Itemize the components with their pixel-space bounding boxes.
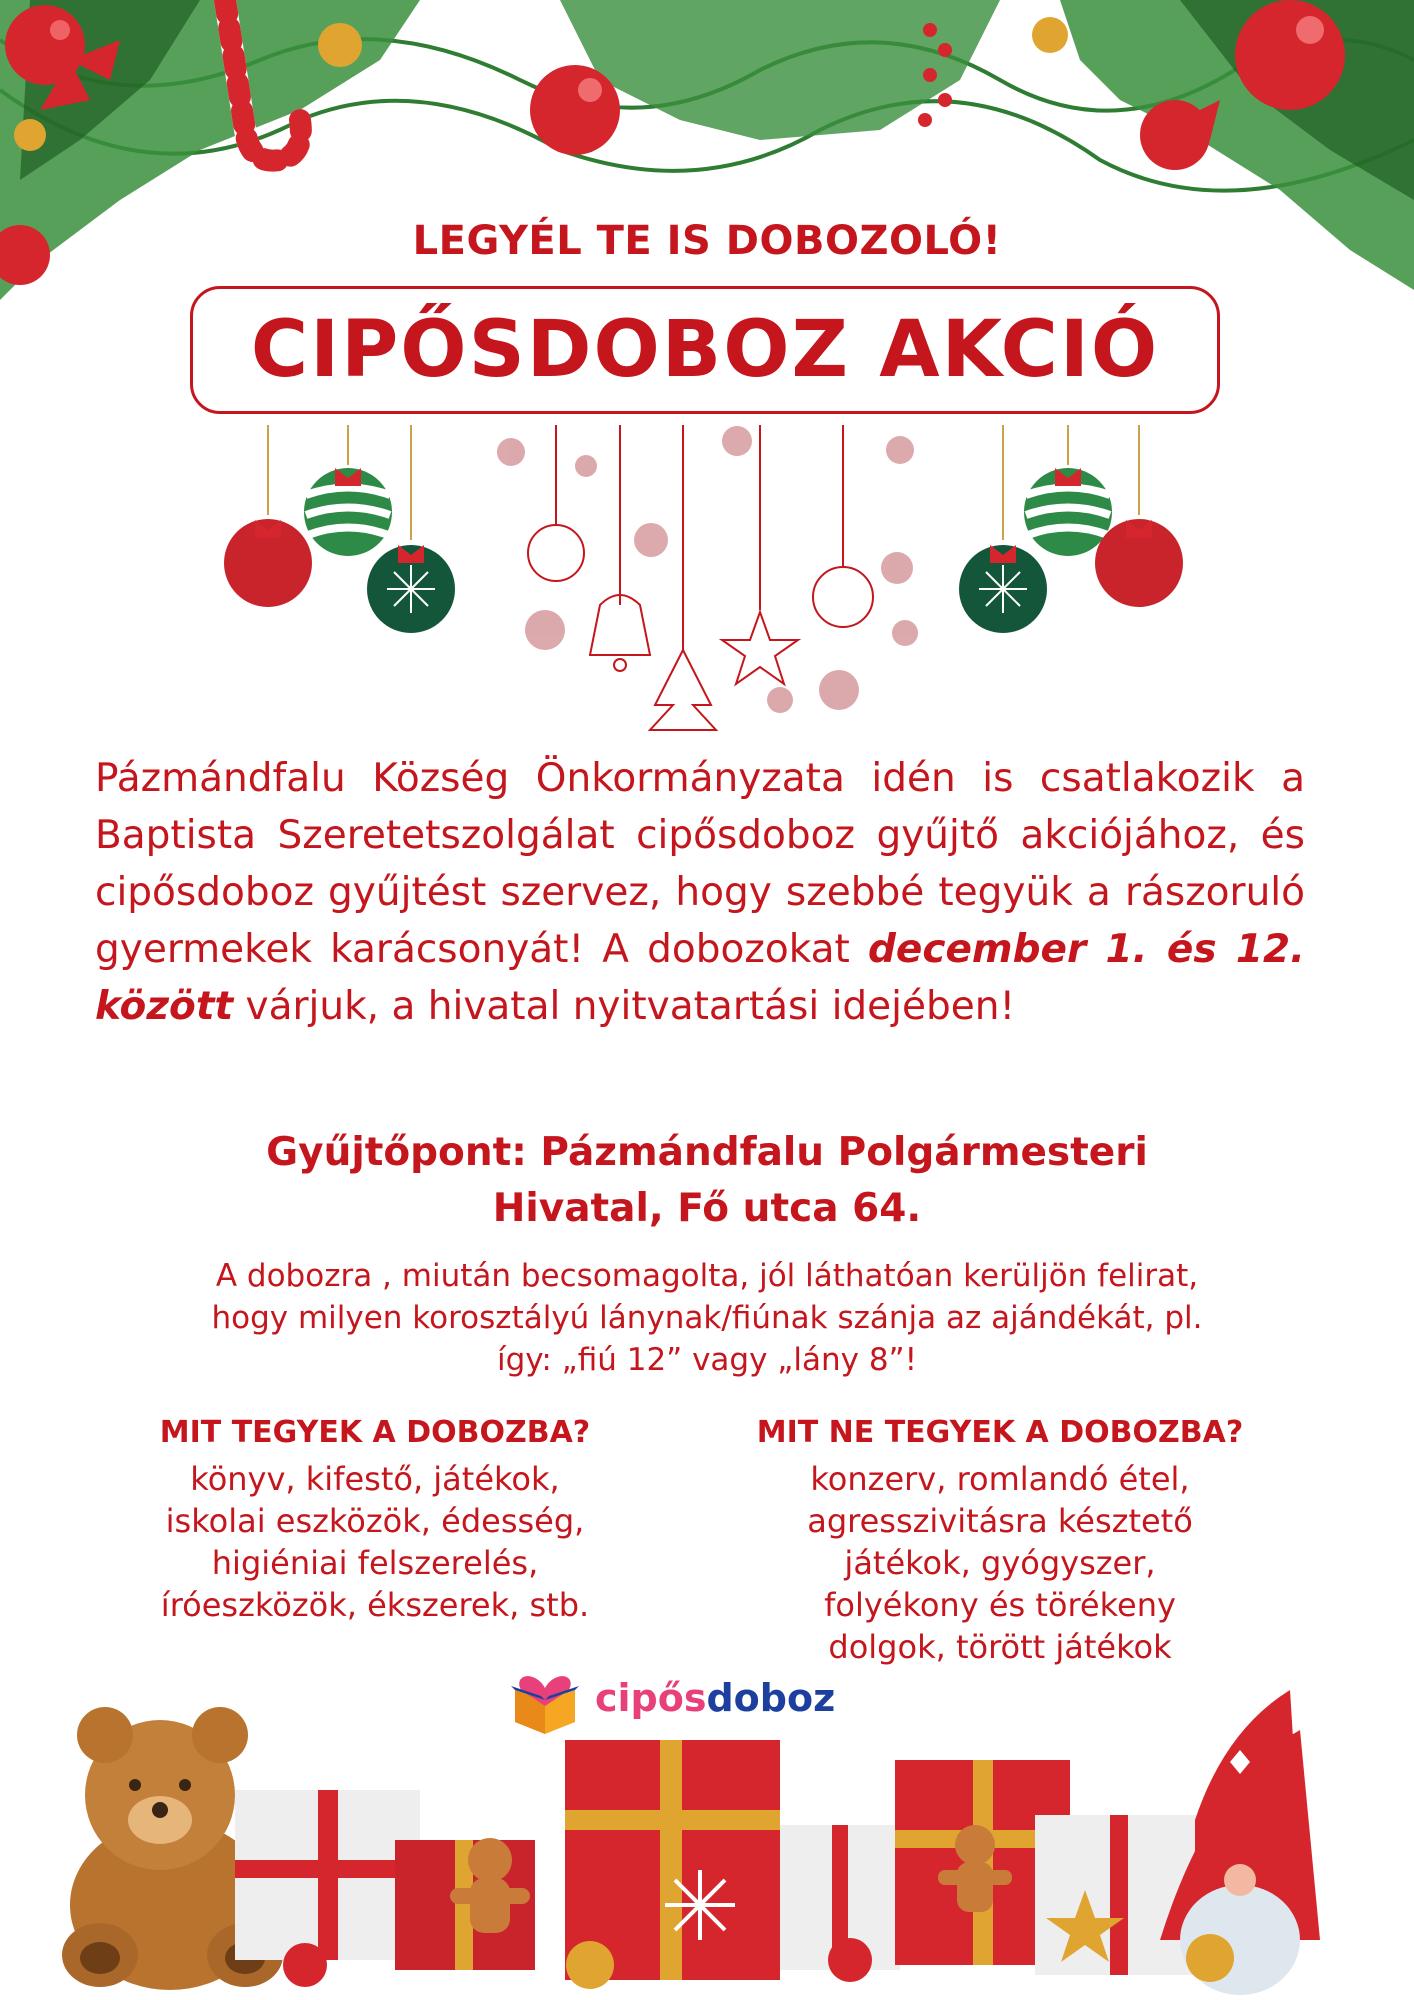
do-list (95, 1415, 655, 1626)
intro-paragraph (95, 750, 1305, 1035)
dont-list-item: agresszivitásra késztető (807, 1502, 1193, 1540)
logo-wordmark-part1: cipős (595, 1676, 707, 1720)
intro-text: Pázmándfalu Község Önkormányzata idén is csatlakozik a Baptista Szeretetszolgálat cipősdoboz gyűjtő akciójához, és cipősdoboz gyűjtést szervez, hogy szebbé tegyük a rászoruló gyermekek karácsonyát! A dobozokat (95, 756, 1305, 972)
gift-box-icon (235, 1740, 1205, 1980)
dont-list (720, 1415, 1280, 1668)
logo-wordmark-part2: doboz (706, 1676, 836, 1720)
kicker-heading: LEGYÉL TE IS DOBOZOLÓ! (412, 218, 1002, 264)
page-title: CIPŐSDOBOZ AKCIÓ (250, 305, 1160, 395)
note-line: A dobozra , miután becsomagolta, jól láthatóan kerüljön felirat, (215, 1258, 1199, 1294)
dont-list-item: konzerv, romlandó étel, (810, 1460, 1190, 1498)
dont-list-item: dolgok, törött játékok (828, 1628, 1172, 1666)
gifts-illustration (0, 1690, 1414, 2000)
do-list-item: higiéniai felszerelés, (211, 1544, 539, 1582)
note-line: így: „fiú 12” vagy „lány 8”! (496, 1342, 918, 1378)
collection-point-line1: Gyűjtőpont: Pázmándfalu Polgármesteri (266, 1130, 1148, 1175)
dont-list-heading: MIT NE TEGYEK A DOBOZBA? (756, 1415, 1244, 1450)
collection-point-line2: Hivatal, Fő utca 64. (492, 1186, 922, 1231)
do-list-item: iskolai eszközök, édesség, (165, 1502, 585, 1540)
dont-list-item: játékok, gyógyszer, (844, 1544, 1156, 1582)
do-list-item: könyv, kifestő, játékok, (190, 1460, 560, 1498)
label-instructions (120, 1255, 1294, 1381)
do-list-heading: MIT TEGYEK A DOBOZBA? (159, 1415, 591, 1450)
dont-list-item: folyékony és törékeny (824, 1586, 1176, 1624)
do-list-item: íróeszközök, ékszerek, stb. (160, 1586, 590, 1624)
note-line: hogy milyen korosztályú lánynak/fiúnak szánja az ajándékát, pl. (211, 1300, 1203, 1336)
christmas-ornaments-icon (0, 0, 1414, 760)
collection-point (0, 1125, 1414, 1237)
intro-date-highlight: december 1. és 12. között (95, 927, 1305, 1029)
intro-text-end: várjuk, a hivatal nyitvatartási idejében! (233, 984, 1016, 1029)
